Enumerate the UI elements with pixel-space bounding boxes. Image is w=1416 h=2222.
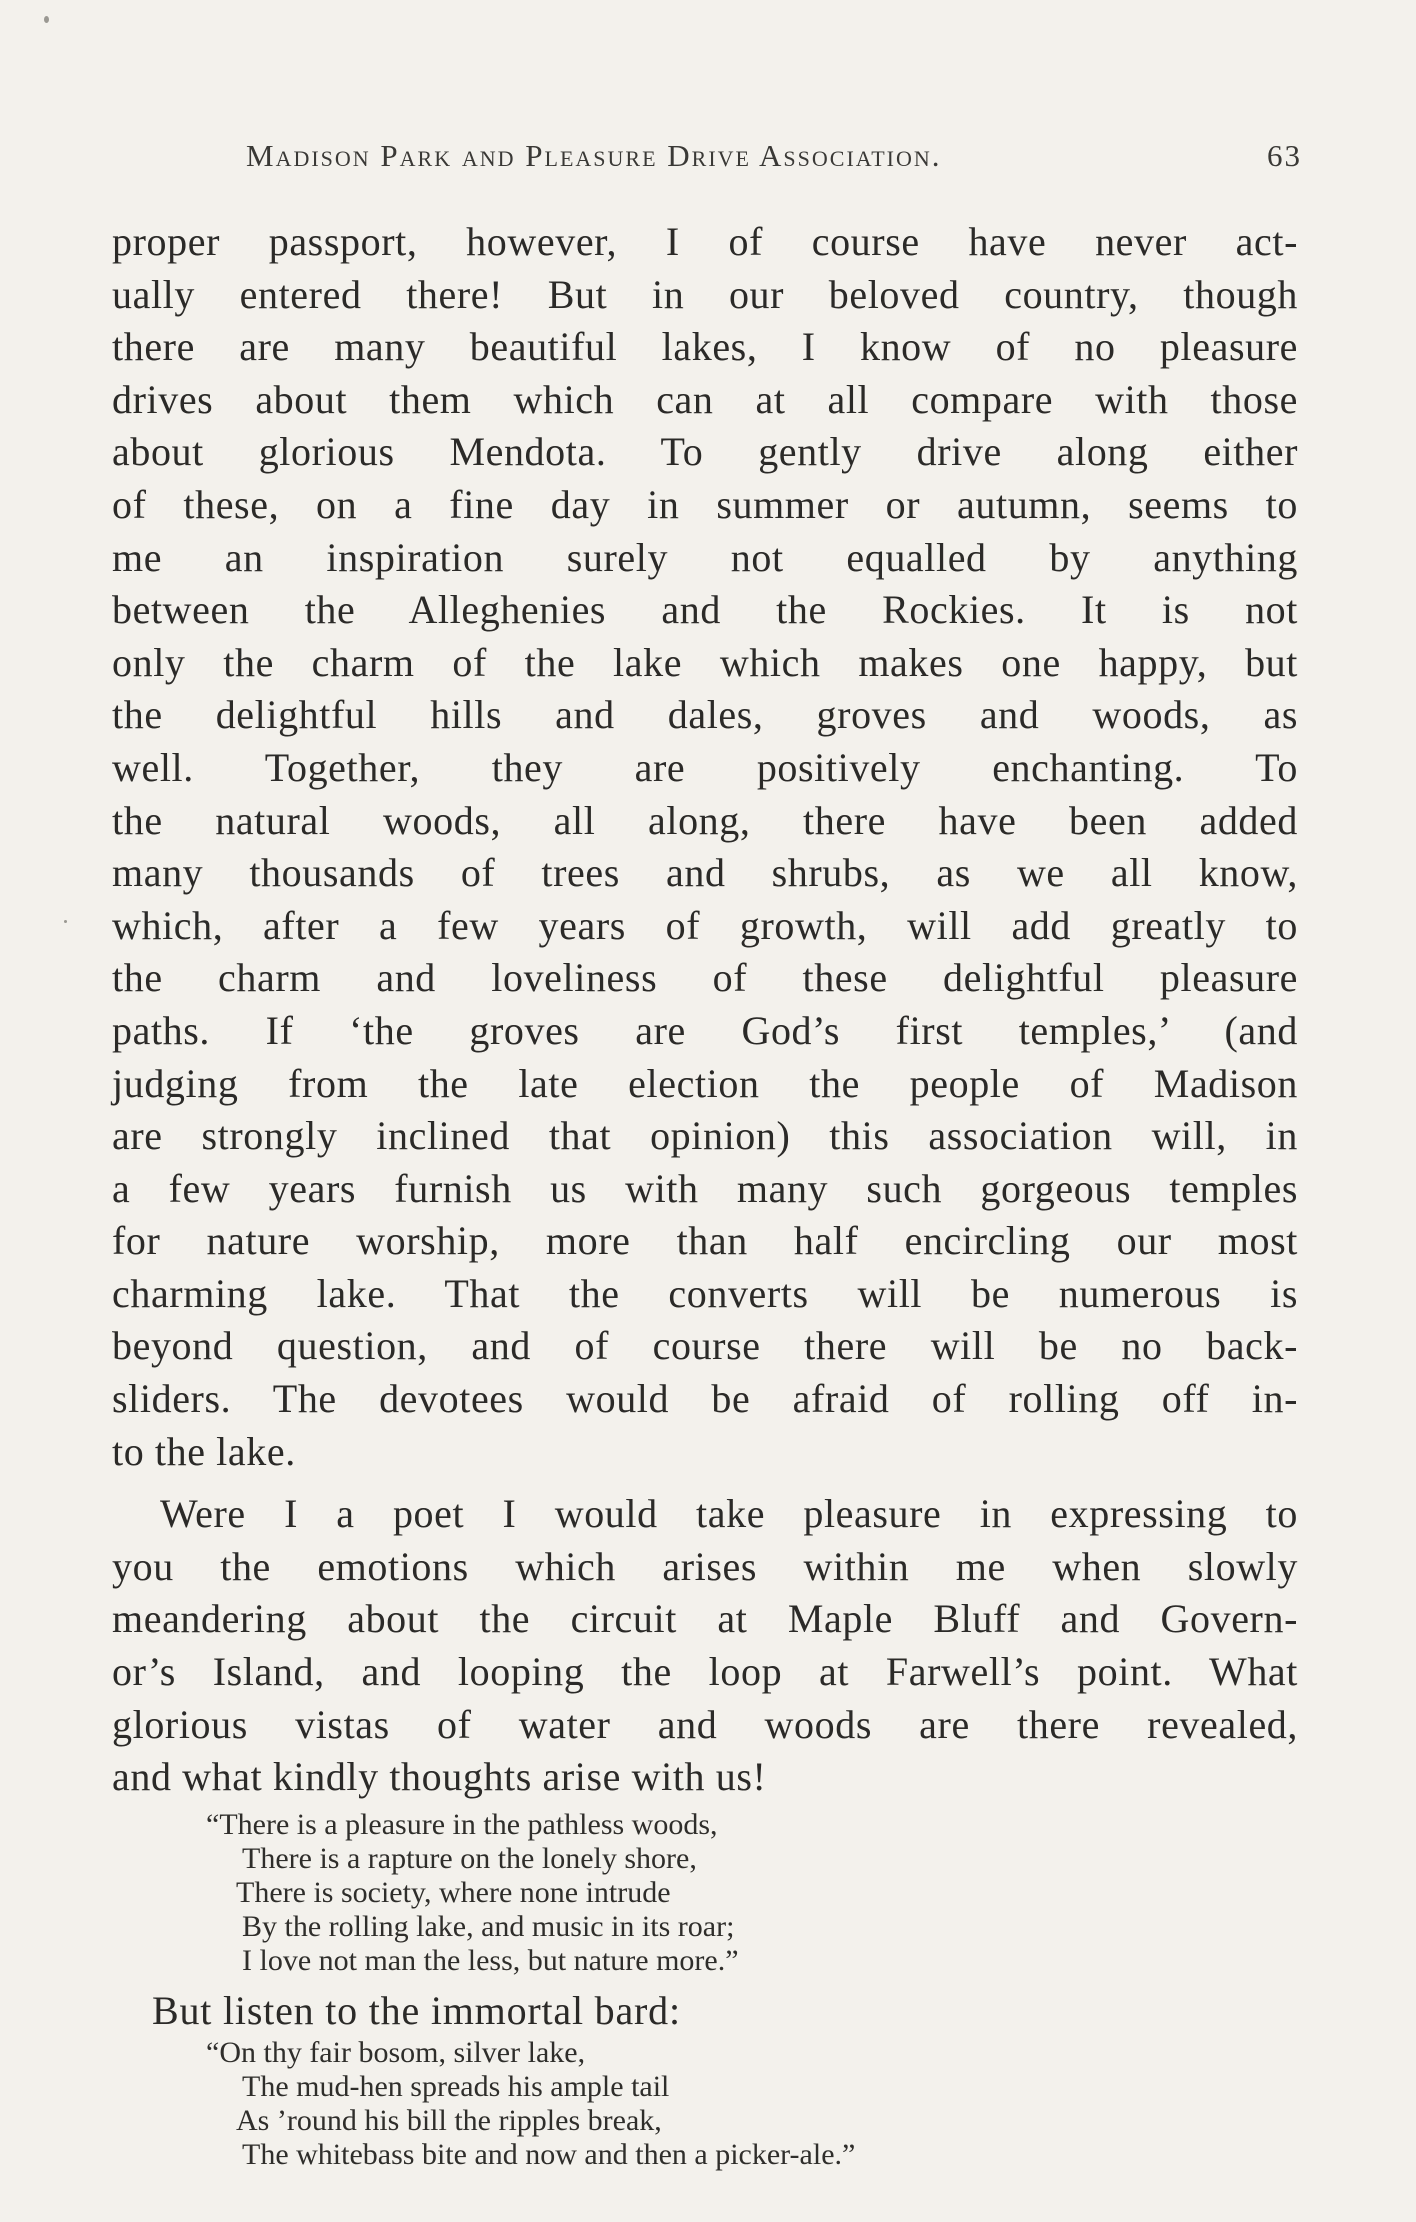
poem-line: I love not man the less, but nature more.” xyxy=(242,1944,739,1977)
text-line: charming lake. That the converts will be numerous is xyxy=(112,1270,1298,1316)
running-header xyxy=(246,138,1302,182)
text-line: a few years furnish us with many such gorgeous temples xyxy=(112,1165,1298,1211)
text-line: glorious vistas of water and woods are there revealed, xyxy=(112,1701,1298,1747)
page-number: 63 xyxy=(1267,138,1302,173)
poem-quote-1 xyxy=(206,1808,739,1978)
text-line: to the lake. xyxy=(112,1428,296,1474)
bard-intro: But listen to the immortal bard: xyxy=(152,1988,681,2033)
text-line: meandering about the circuit at Maple Bluff and Govern- xyxy=(112,1596,1298,1642)
text-line: and what kindly thoughts arise with us! xyxy=(112,1754,767,1800)
print-speck xyxy=(44,16,49,23)
text-line: beyond question, and of course there will be no back- xyxy=(112,1323,1298,1369)
text-line: for nature worship, more than half encircling our most xyxy=(112,1218,1298,1264)
text-line: are strongly inclined that opinion) this association will, in xyxy=(112,1113,1298,1159)
poem-line: As ’round his bill the ripples break, xyxy=(236,2104,662,2137)
poem-line: “There is a pleasure in the pathless woods, xyxy=(206,1808,718,1841)
body-text xyxy=(112,216,1298,1804)
text-line: between the Alleghenies and the Rockies. It is not xyxy=(112,587,1298,633)
paragraph-1 xyxy=(112,216,1298,1478)
text-line: the charm and loveliness of these delightful pleasure xyxy=(112,955,1298,1001)
text-line: the natural woods, all along, there have been added xyxy=(112,797,1298,843)
poem-line: There is society, where none intrude xyxy=(236,1876,671,1909)
poem-line: There is a rapture on the lonely shore, xyxy=(242,1842,697,1875)
text-line: of these, on a fine day in summer or autumn, seems to xyxy=(112,481,1298,527)
paragraph-2 xyxy=(112,1488,1298,1804)
poem-quote-2 xyxy=(206,2036,855,2172)
poem-line: By the rolling lake, and music in its roar; xyxy=(242,1910,735,1943)
text-line: sliders. The devotees would be afraid of rolling off in- xyxy=(112,1376,1298,1422)
text-line: there are many beautiful lakes, I know of no pleasure xyxy=(112,324,1298,370)
text-line: you the emotions which arises within me when slowly xyxy=(112,1543,1298,1589)
text-line: drives about them which can at all compare with those xyxy=(112,376,1298,422)
text-line: proper passport, however, I of course have never act- xyxy=(112,219,1298,264)
text-line: Were I a poet I would take pleasure in expressing to xyxy=(160,1491,1298,1537)
text-line: well. Together, they are positively enchanting. To xyxy=(112,744,1298,790)
text-line: many thousands of trees and shrubs, as we all know, xyxy=(112,850,1298,896)
poem-line: The mud-hen spreads his ample tail xyxy=(242,2070,670,2103)
text-line: only the charm of the lake which makes one happy, but xyxy=(112,639,1298,685)
text-line: paths. If ‘the groves are God’s first temples,’ (and xyxy=(112,1007,1298,1053)
text-line: ually entered there! But in our beloved country, though xyxy=(112,271,1298,317)
text-line: the delightful hills and dales, groves and woods, as xyxy=(112,692,1298,738)
text-line: me an inspiration surely not equalled by anything xyxy=(112,534,1298,580)
running-title: Madison Park and Pleasure Drive Association. xyxy=(246,138,942,173)
text-line: judging from the late election the people of Madison xyxy=(112,1060,1298,1106)
text-line: or’s Island, and looping the loop at Farwell’s point. What xyxy=(112,1649,1298,1695)
text-line: about glorious Mendota. To gently drive along either xyxy=(112,429,1298,475)
poem-line: The whitebass bite and now and then a picker-ale.” xyxy=(242,2138,856,2171)
poem-line: “On thy fair bosom, silver lake, xyxy=(206,2036,586,2069)
print-speck xyxy=(64,920,67,923)
text-line: which, after a few years of growth, will add greatly to xyxy=(112,902,1298,948)
